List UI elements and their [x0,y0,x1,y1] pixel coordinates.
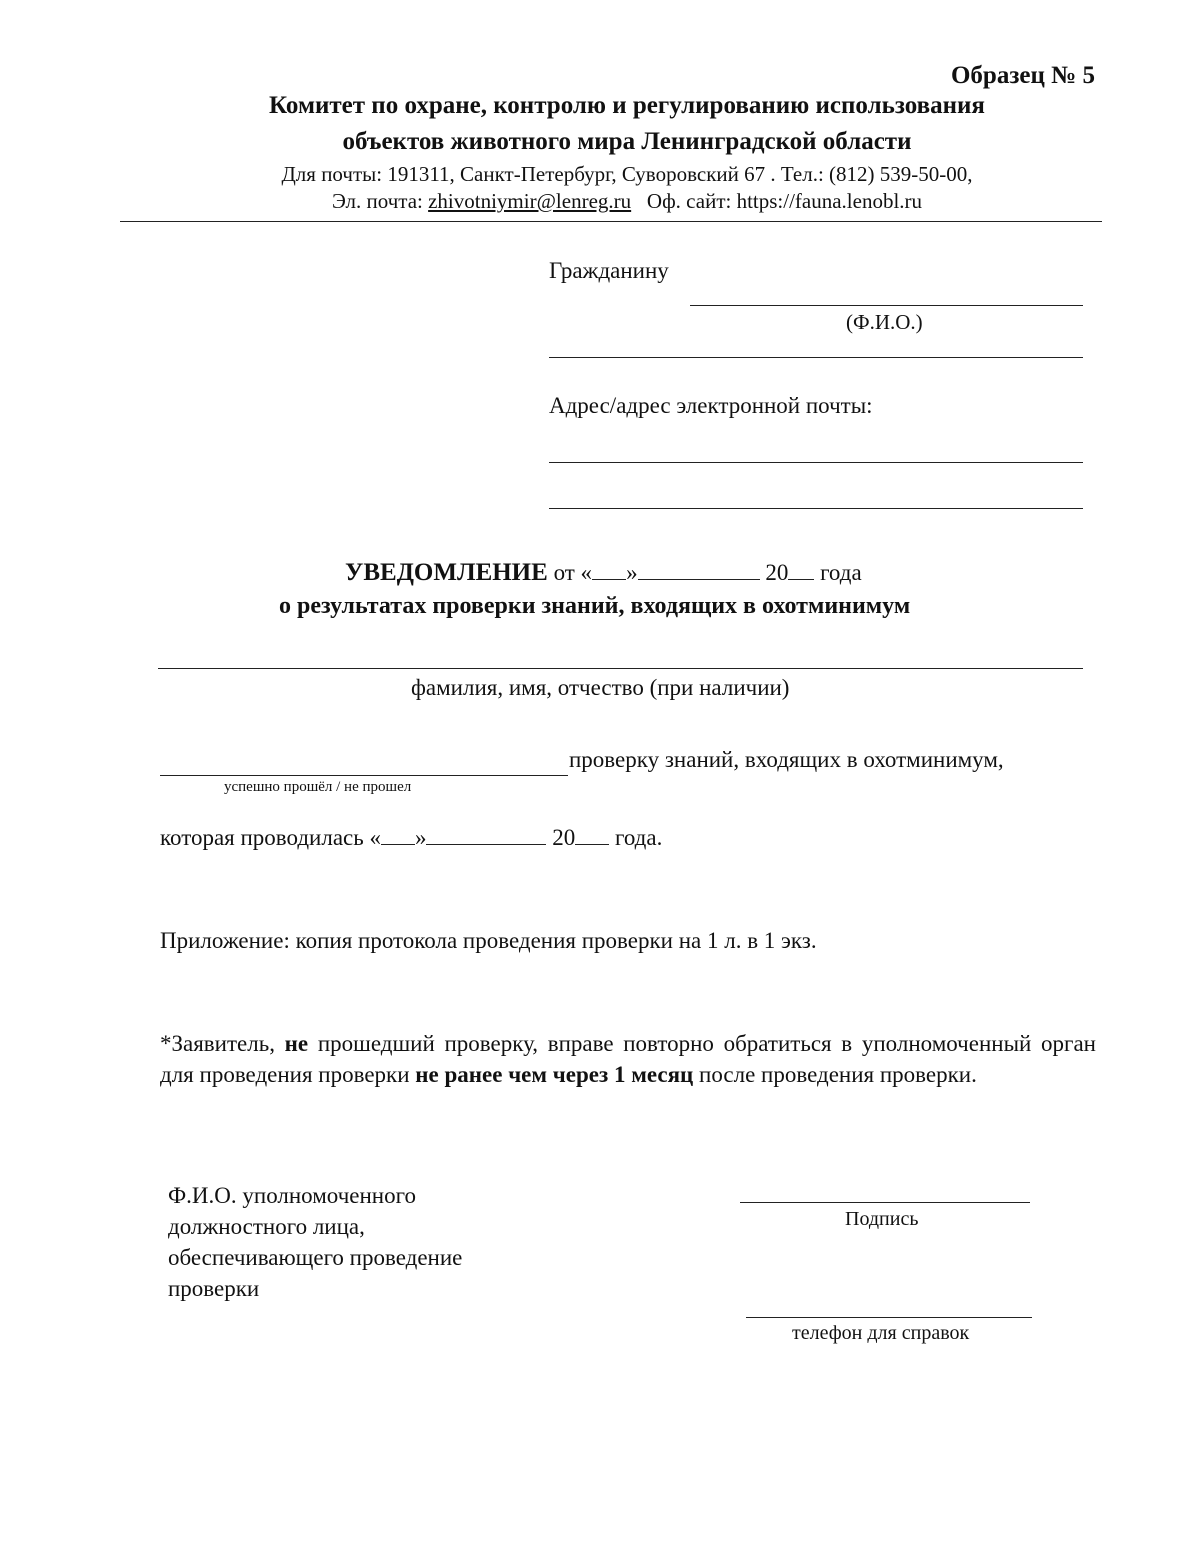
result-line [160,775,568,776]
sample-number: Образец № 5 [950,62,1095,89]
fio-hint: (Ф.И.О.) [846,310,923,334]
held-day-blank [381,822,415,845]
note-bold2: не ранее чем через 1 месяц [415,1062,694,1087]
held-year-blank [575,822,609,845]
notice-title: УВЕДОМЛЕНИЕ [345,559,548,586]
contact-online [0,189,1200,214]
address-label: Адрес/адрес электронной почты: [549,393,873,418]
website: Оф. сайт: https://fauna.lenobl.ru [646,189,923,213]
note-part2: прошедший проверку, вправе повторно обратиться в уполномоченный орган для проведения проверки [160,1031,1096,1087]
signer-line2: должностного лица, [168,1214,365,1239]
notice-year-prefix: 20 [765,560,789,585]
result-hint: успешно прошёл / не прошел [224,779,412,795]
note-part1: *Заявитель, [160,1031,285,1056]
address-line2 [549,508,1083,509]
email-label: Эл. почта: [331,189,423,213]
signature-line [740,1202,1030,1203]
notice-date-from: от « [553,560,593,585]
full-name-line [158,668,1083,669]
signer-line1: Ф.И.О. уполномоченного [168,1183,416,1208]
address-line1 [549,462,1083,463]
full-name-hint: фамилия, имя, отчество (при наличии) [411,675,790,700]
repeat-check-note [160,1028,1096,1090]
email-link[interactable]: zhivotniymir@lenreg.ru [428,189,632,213]
notice-month-blank [638,557,760,580]
notice-year-word: года [820,560,862,585]
result-text: проверку знаний, входящих в охотминимум, [569,747,1004,772]
addressee-name-line2 [549,357,1083,358]
held-month-blank [426,822,546,845]
phone-line [746,1317,1032,1318]
note-part3: после проведения проверки. [693,1062,977,1087]
notice-day-blank [592,557,626,580]
signature-hint: Подпись [845,1208,919,1230]
header-divider [120,221,1102,222]
notice-year-blank [788,557,814,580]
held-date-row [160,822,662,851]
addressee-label: Гражданину [549,258,669,283]
notice-quote-close: » [626,560,638,585]
held-quote-close: » [414,825,427,850]
attachment-note: Приложение: копия протокола проведения проверки на 1 л. в 1 экз. [160,928,817,953]
org-name-line2: объектов животного мира Ленинградской области [342,128,912,155]
phone-hint: телефон для справок [792,1322,970,1344]
held-prefix: которая проводилась « [160,825,381,850]
org-name-line1: Комитет по охране, контролю и регулированию использования [269,92,985,119]
contact-postal: Для почты: 191311, Санкт-Петербург, Суворовский 67 . Тел.: (812) 539-50-00, [281,162,973,186]
note-bold1: не [284,1031,309,1056]
signer-line3: обеспечивающего проведение [168,1245,463,1270]
addressee-name-line [690,305,1083,306]
held-suffix: года. [614,825,663,850]
held-year-prefix: 20 [552,825,576,850]
notice-subtitle: о результатах проверки знаний, входящих в охотминимум [279,593,911,619]
notice-title-row [345,557,862,587]
signer-block [168,1180,462,1304]
signer-line4: проверки [168,1276,260,1301]
